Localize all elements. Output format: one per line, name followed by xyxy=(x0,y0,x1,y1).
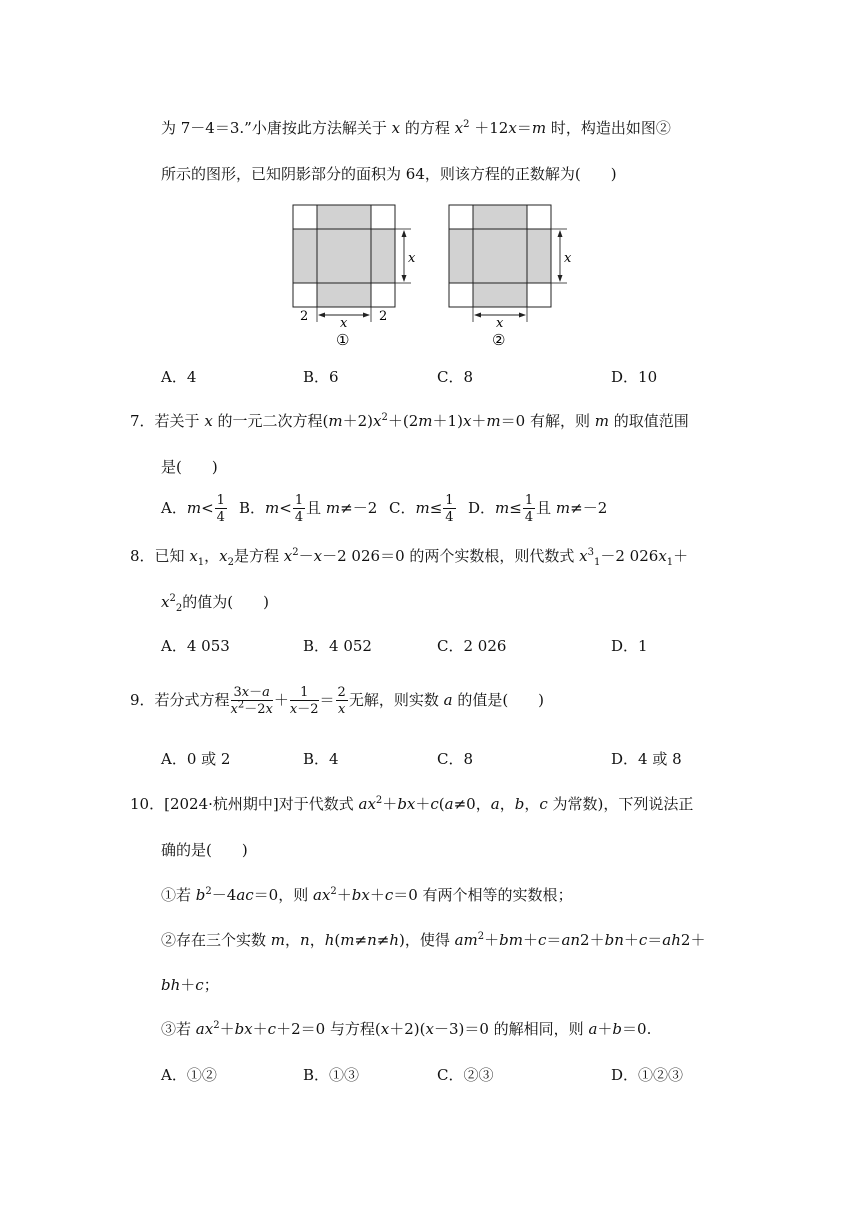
q9-line-1: 9．若分式方程 $\frac{3x-a}{x^2-2x}$ ＋ $\frac{1}{x-2}$ ＝ $\frac{2}{x}$ 无解，则实数 a 的值是( ) xyxy=(130,685,545,717)
fig1-label-x-vertical: x xyxy=(408,251,416,266)
q6-figures xyxy=(285,200,585,352)
q7-line-2: 是( ) xyxy=(161,458,218,476)
q10-line-1: 10．[2024·杭州期中]对于代数式 $ax^2+bx+c(a\ne 0$，a，b，c 为常数)，下列说法正 xyxy=(130,795,694,813)
q6-option-c[interactable]: C．8 xyxy=(437,368,474,386)
q7-option-c[interactable]: C．m≤ $\frac{1}{4}$ xyxy=(389,493,454,525)
fig2-label-x-horizontal: x xyxy=(496,316,504,331)
q10-statement-3: ③若 $ax^2+bx+c+2=0$ 与方程(x＋2)(x－3)＝0 的解相同，则 a＋b＝0. xyxy=(161,1020,652,1038)
figure-2 xyxy=(449,205,572,349)
q8-line-1: 8．已知 $x_1$，$x_2$是方程 $x^2-x-2$ 026＝0 的两个实数根，则代数式 $x^3_1-2$ $026x_1+$ xyxy=(130,547,689,568)
q10-line-2: 确的是( ) xyxy=(161,841,248,859)
q7-option-a[interactable]: A．m< $\frac{1}{4}$ xyxy=(161,493,225,525)
q8-option-c[interactable]: C．2 026 xyxy=(437,637,507,655)
q7-line-1: 7．若关于 x 的一元二次方程$(m+2)x^2+(2m+1)x+m=0$ 有解，则 m 的取值范围 xyxy=(130,412,689,430)
q7-option-d[interactable]: D．m≤ $\frac{1}{4}$ 且 m≠－2 xyxy=(468,493,608,525)
fig2-label-x-vertical: x xyxy=(564,251,572,266)
q10-statement-2b: bh＋c； xyxy=(161,976,219,994)
q8-line-2: $x^2_2$的值为( ) xyxy=(161,593,269,614)
q10-option-c[interactable]: C．②③ xyxy=(437,1066,494,1084)
figure-2-caption: ② xyxy=(492,331,506,349)
q9-option-a[interactable]: A．0 或 2 xyxy=(161,750,231,768)
q8-option-d[interactable]: D．1 xyxy=(611,637,648,655)
q8-option-b[interactable]: B．4 052 xyxy=(303,637,372,655)
q7-option-b[interactable]: B．m< $\frac{1}{4}$ 且 m≠－2 xyxy=(239,493,378,525)
q10-option-d[interactable]: D．①②③ xyxy=(611,1066,684,1084)
q10-statement-1: ①若 $b^2-4ac=0$，则 $ax^2+bx+c=0$ 有两个相等的实数根； xyxy=(161,886,573,904)
q10-option-a[interactable]: A．①② xyxy=(161,1066,217,1084)
figure-1 xyxy=(293,205,416,349)
q6-line-1: 为 7－4＝3.”小唐按此方法解关于 x 的方程 $x^2 +12x=m$ 时，构造出如图② xyxy=(161,119,671,137)
q6-option-b[interactable]: B．6 xyxy=(303,368,339,386)
fig1-label-2-left: 2 xyxy=(300,309,309,324)
fig1-label-x-horizontal: x xyxy=(340,316,348,331)
q6-option-d[interactable]: D．10 xyxy=(611,368,658,386)
figure-1-caption: ① xyxy=(336,331,350,349)
q8-option-a[interactable]: A．4 053 xyxy=(161,637,230,655)
q6-line-2: 所示的图形，已知阴影部分的面积为 64，则该方程的正数解为( ) xyxy=(161,165,617,183)
q6-option-a[interactable]: A．4 xyxy=(161,368,197,386)
fig1-label-2-right: 2 xyxy=(379,309,388,324)
q9-option-c[interactable]: C．8 xyxy=(437,750,474,768)
q9-option-b[interactable]: B．4 xyxy=(303,750,339,768)
q10-statement-2a: ②存在三个实数 m，n，h(m≠n≠h)，使得 $am^2+bm+c=an2+bn+c=ah2+$ xyxy=(161,931,706,949)
q10-option-b[interactable]: B．①③ xyxy=(303,1066,360,1084)
q9-option-d[interactable]: D．4 或 8 xyxy=(611,750,682,768)
